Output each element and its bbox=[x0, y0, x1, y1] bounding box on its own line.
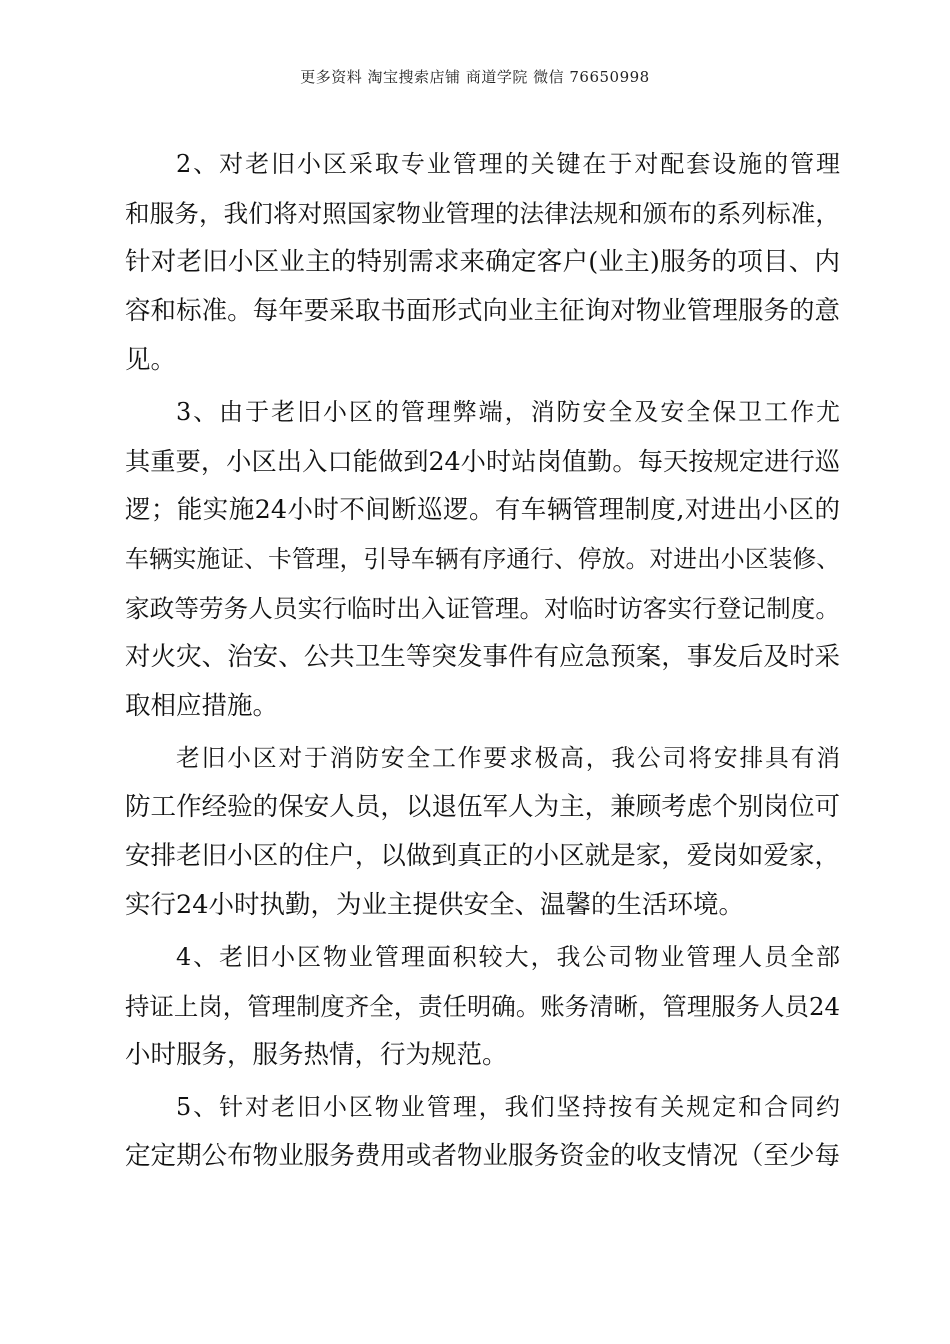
paragraph-2 bbox=[125, 140, 840, 385]
text-line: 实行24小时执勤，为业主提供安全、温馨的生活环境。 bbox=[125, 890, 744, 920]
text-line: 老旧小区对于消防安全工作要求极高，我公司将安排具有消 bbox=[176, 744, 840, 772]
text-line: 家政等劳务人员实行临时出入证管理。对临时访客实行登记制度。 bbox=[125, 594, 840, 623]
text-line: 和服务，我们将对照国家物业管理的法律法规和颁布的系列标准， bbox=[125, 199, 840, 228]
text-line: 定定期公布物业服务费用或者物业服务资金的收支情况（至少每 bbox=[125, 1141, 840, 1171]
text-line: 持证上岗，管理制度齐全，责任明确。账务清晰，管理服务人员24 bbox=[125, 992, 840, 1021]
text-line: 2、对老旧小区采取专业管理的关键在于对配套设施的管理 bbox=[176, 150, 840, 178]
paragraph-4 bbox=[125, 933, 840, 1080]
page-header: 更多资料 淘宝搜索店铺 商道学院 微信 76650998 bbox=[300, 68, 650, 86]
text-line: 小时服务，服务热情，行为规范。 bbox=[125, 1040, 508, 1070]
text-line: 5、针对老旧小区物业管理，我们坚持按有关规定和合同约 bbox=[176, 1093, 840, 1121]
text-line: 其重要，小区出入口能做到24小时站岗值勤。每天按规定进行巡 bbox=[125, 447, 840, 476]
text-line: 针对老旧小区业主的特别需求来确定客户(业主)服务的项目、内 bbox=[125, 247, 840, 277]
paragraph-3 bbox=[125, 388, 840, 731]
text-line: 防工作经验的保安人员，以退伍军人为主，兼顾考虑个别岗位可 bbox=[125, 792, 840, 822]
text-line: 逻；能实施24小时不间断巡逻。有车辆管理制度,对进出小区的 bbox=[125, 495, 840, 525]
text-line: 安排老旧小区的住户，以做到真正的小区就是家，爱岗如爱家， bbox=[125, 841, 840, 871]
text-line: 对火灾、治安、公共卫生等突发事件有应急预案，事发后及时采 bbox=[125, 642, 840, 672]
text-line: 车辆实施证、卡管理，引导车辆有序通行、停放。对进出小区装修、 bbox=[125, 545, 840, 573]
text-line: 4、老旧小区物业管理面积较大，我公司物业管理人员全部 bbox=[176, 943, 840, 971]
text-line: 取相应措施。 bbox=[125, 691, 279, 721]
paragraph-5 bbox=[125, 1083, 840, 1181]
text-line: 见。 bbox=[125, 345, 177, 375]
text-line: 容和标准。每年要采取书面形式向业主征询对物业管理服务的意 bbox=[125, 296, 840, 326]
text-line: 3、由于老旧小区的管理弊端，消防安全及安全保卫工作尤 bbox=[176, 398, 840, 426]
paragraph-fire-safety bbox=[125, 734, 840, 930]
document-body bbox=[125, 140, 840, 1181]
